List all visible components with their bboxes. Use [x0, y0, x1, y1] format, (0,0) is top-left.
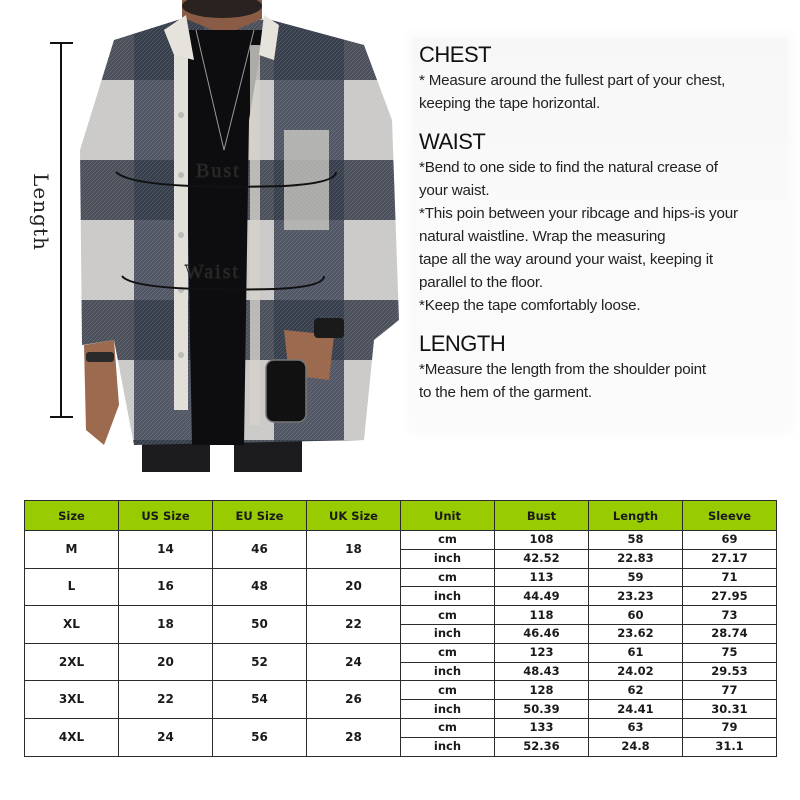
table-row — [25, 568, 777, 587]
header-eu-size: EU Size — [213, 501, 307, 531]
length-measure-bar — [50, 42, 73, 418]
cell-us-size: 18 — [119, 606, 213, 644]
cell-uk-size: 18 — [307, 531, 401, 569]
cell-cm-sleeve: 73 — [683, 606, 777, 625]
cell-size: 3XL — [25, 681, 119, 719]
cell-cm-sleeve: 79 — [683, 718, 777, 737]
cell-cm-sleeve: 77 — [683, 681, 777, 700]
cell-cm-unit: cm — [401, 643, 495, 662]
cell-cm-unit: cm — [401, 681, 495, 700]
cell-eu-size: 48 — [213, 568, 307, 606]
cell-inch-bust: 46.46 — [495, 624, 589, 643]
cell-cm-bust: 128 — [495, 681, 589, 700]
cell-cm-bust: 123 — [495, 643, 589, 662]
header-uk-size: UK Size — [307, 501, 401, 531]
length-label: Length — [29, 173, 53, 251]
guide-line: to the hem of the garment. — [419, 384, 592, 401]
guide-line: tape all the way around your waist, keeping it — [419, 251, 713, 268]
cell-inch-length: 23.23 — [589, 587, 683, 606]
cell-cm-length: 62 — [589, 681, 683, 700]
cell-uk-size: 22 — [307, 606, 401, 644]
cell-cm-unit: cm — [401, 568, 495, 587]
cell-inch-sleeve: 31.1 — [683, 737, 777, 756]
cell-inch-sleeve: 27.95 — [683, 587, 777, 606]
cell-us-size: 22 — [119, 681, 213, 719]
table-row — [25, 531, 777, 550]
guide-title-chest: CHEST — [419, 42, 492, 67]
cell-eu-size: 50 — [213, 606, 307, 644]
cell-inch-bust: 44.49 — [495, 587, 589, 606]
cell-inch-length: 24.41 — [589, 700, 683, 719]
cell-cm-unit: cm — [401, 718, 495, 737]
guide-line: keeping the tape horizontal. — [419, 95, 601, 112]
cell-size: M — [25, 531, 119, 569]
cell-eu-size: 52 — [213, 643, 307, 681]
cell-inch-unit: inch — [401, 737, 495, 756]
guide-section-length — [419, 331, 782, 404]
cell-uk-size: 24 — [307, 643, 401, 681]
cell-us-size: 20 — [119, 643, 213, 681]
cell-uk-size: 26 — [307, 681, 401, 719]
header-length: Length — [589, 501, 683, 531]
guide-line: *Bend to one side to find the natural crease of — [419, 159, 718, 176]
cell-size: XL — [25, 606, 119, 644]
product-photo-plaid-shirt — [74, 0, 410, 474]
length-bar-line — [60, 42, 62, 418]
cell-inch-sleeve: 30.31 — [683, 700, 777, 719]
cell-cm-sleeve: 69 — [683, 531, 777, 550]
cell-us-size: 14 — [119, 531, 213, 569]
header-unit: Unit — [401, 501, 495, 531]
cell-cm-sleeve: 71 — [683, 568, 777, 587]
cell-inch-unit: inch — [401, 662, 495, 681]
table-row — [25, 681, 777, 700]
cell-eu-size: 46 — [213, 531, 307, 569]
cell-cm-length: 60 — [589, 606, 683, 625]
cell-inch-length: 23.62 — [589, 624, 683, 643]
cell-cm-bust: 108 — [495, 531, 589, 550]
cell-cm-bust: 118 — [495, 606, 589, 625]
shirt-illustration — [74, 0, 410, 474]
cell-inch-sleeve: 28.74 — [683, 624, 777, 643]
cell-cm-bust: 133 — [495, 718, 589, 737]
guide-section-chest — [419, 42, 782, 115]
cell-cm-bust: 113 — [495, 568, 589, 587]
cell-eu-size: 56 — [213, 718, 307, 756]
guide-line: * Measure around the fullest part of your chest, — [419, 72, 726, 89]
cell-cm-sleeve: 75 — [683, 643, 777, 662]
header-bust: Bust — [495, 501, 589, 531]
header-us-size: US Size — [119, 501, 213, 531]
header-size: Size — [25, 501, 119, 531]
header-sleeve: Sleeve — [683, 501, 777, 531]
guide-title-length: LENGTH — [419, 331, 506, 356]
cell-inch-unit: inch — [401, 700, 495, 719]
cell-inch-length: 22.83 — [589, 549, 683, 568]
cell-inch-bust: 48.43 — [495, 662, 589, 681]
size-chart-table — [24, 500, 777, 757]
cell-inch-bust: 42.52 — [495, 549, 589, 568]
cell-cm-length: 58 — [589, 531, 683, 550]
table-row — [25, 718, 777, 737]
cell-inch-sleeve: 29.53 — [683, 662, 777, 681]
cell-cm-unit: cm — [401, 606, 495, 625]
cell-us-size: 24 — [119, 718, 213, 756]
cell-us-size: 16 — [119, 568, 213, 606]
cell-uk-size: 28 — [307, 718, 401, 756]
cell-inch-length: 24.8 — [589, 737, 683, 756]
cell-cm-unit: cm — [401, 531, 495, 550]
guide-line: *Keep the tape comfortably loose. — [419, 297, 641, 314]
cell-inch-length: 24.02 — [589, 662, 683, 681]
bust-label: Bust — [196, 160, 241, 182]
cell-cm-length: 61 — [589, 643, 683, 662]
guide-line: *Measure the length from the shoulder point — [419, 361, 706, 378]
cell-inch-unit: inch — [401, 549, 495, 568]
cell-size: L — [25, 568, 119, 606]
guide-line: *This poin between your ribcage and hips-is your — [419, 205, 738, 222]
table-row — [25, 606, 777, 625]
guide-title-waist: WAIST — [419, 129, 486, 154]
guide-section-waist — [419, 129, 782, 317]
cell-cm-length: 63 — [589, 718, 683, 737]
guide-line: your waist. — [419, 182, 490, 199]
length-bar-bottom-cap — [50, 416, 73, 418]
cell-size: 2XL — [25, 643, 119, 681]
cell-inch-unit: inch — [401, 624, 495, 643]
cell-uk-size: 20 — [307, 568, 401, 606]
cell-inch-bust: 52.36 — [495, 737, 589, 756]
guide-line: parallel to the floor. — [419, 274, 543, 291]
table-header-row — [25, 501, 777, 531]
cell-inch-sleeve: 27.17 — [683, 549, 777, 568]
cell-eu-size: 54 — [213, 681, 307, 719]
cell-inch-unit: inch — [401, 587, 495, 606]
cell-inch-bust: 50.39 — [495, 700, 589, 719]
measurement-guide — [413, 38, 788, 428]
waist-label: Waist — [185, 261, 241, 283]
cell-cm-length: 59 — [589, 568, 683, 587]
cell-size: 4XL — [25, 718, 119, 756]
table-row — [25, 643, 777, 662]
size-table-body — [25, 531, 777, 757]
guide-line: natural waistline. Wrap the measuring — [419, 228, 666, 245]
